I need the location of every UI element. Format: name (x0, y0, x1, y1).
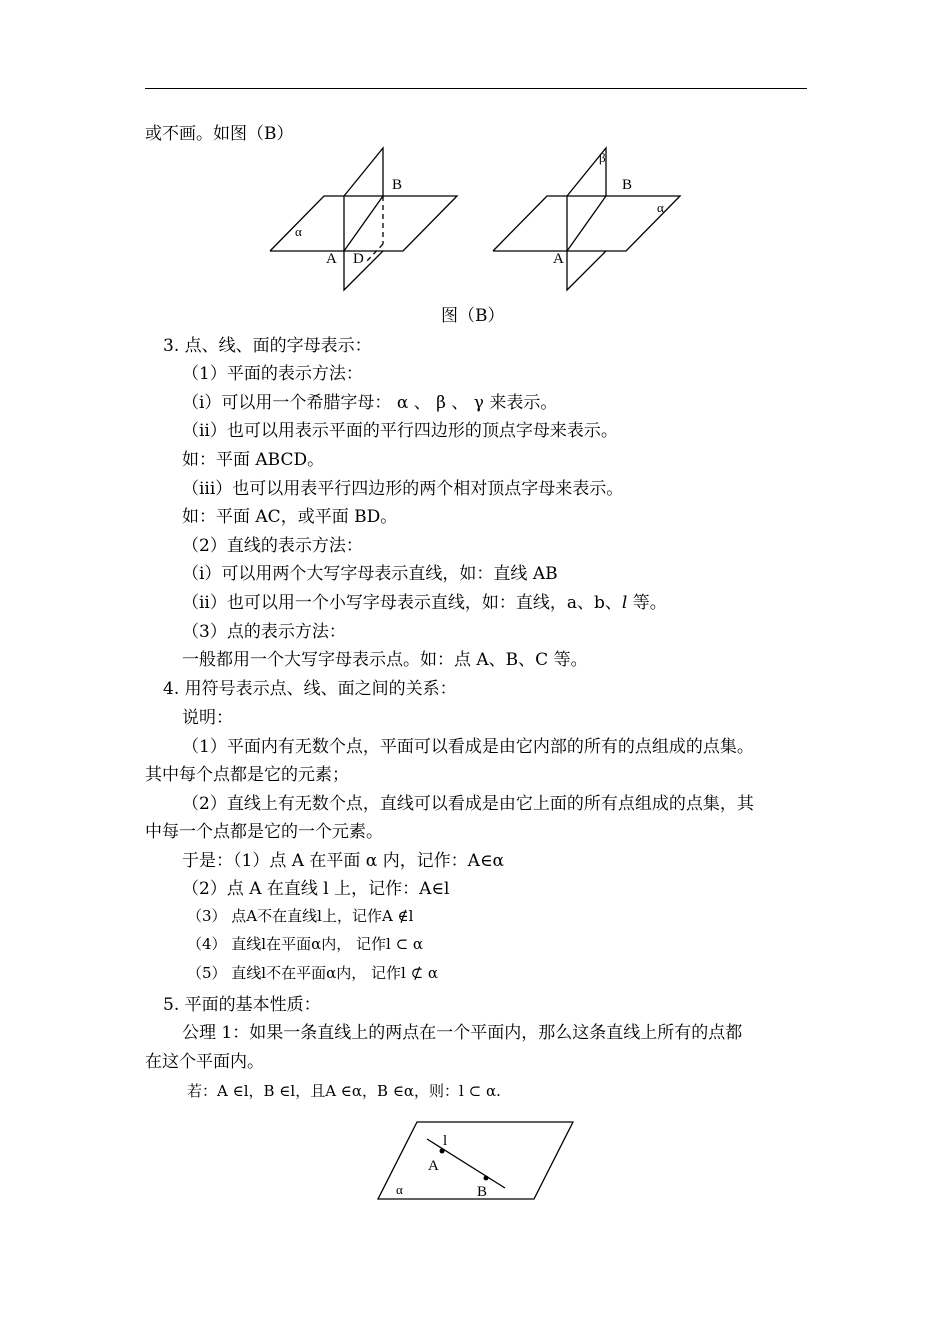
s4-line-10: （5） 直线l不在平面α内， 记作l ⊄ α (187, 964, 439, 982)
plane-alpha (378, 1122, 573, 1199)
s5-line-2: 在这个平面内。 (145, 1052, 264, 1072)
label-b: B (392, 177, 403, 193)
s3-line-7: （2）直线的表示方法： (182, 536, 363, 556)
s3-line-2: （i）可以用一个希腊字母： α 、 β 、 γ 来表示。 (182, 393, 558, 413)
label-b: B (477, 1184, 488, 1200)
label-beta: β (599, 150, 606, 165)
label-b: B (622, 177, 633, 193)
axiom-1-figure (373, 1118, 578, 1204)
s4-line-1: 说明： (182, 708, 233, 728)
label-l: l (443, 1133, 448, 1149)
s3-line-9-text: （ii）也可以用一个小写字母表示直线，如：直线，a、b、 (182, 593, 622, 613)
s3-line-9 (182, 592, 667, 614)
s4-line-9: （4） 直线l在平面α内， 记作l ⊂ α (187, 935, 424, 953)
section-4-heading: 4. 用符号表示点、线、面之间的关系： (163, 679, 457, 699)
s4-line-4: （2）直线上有无数个点，直线可以看成是由它上面的所有点组成的点集，其 (182, 794, 754, 814)
label-a: A (553, 251, 564, 267)
point-b (484, 1176, 489, 1181)
s4-line-6: 于是：（1）点 A 在平面 α 内，记作：A∈α (182, 851, 505, 871)
s4-line-8: （3） 点A不在直线l上，记作A ∉l (187, 907, 414, 925)
s3-line-8: （i）可以用两个大写字母表示直线，如：直线 AB (182, 564, 558, 584)
label-a: A (326, 251, 337, 267)
section-5-heading: 5. 平面的基本性质： (163, 995, 321, 1015)
s3-line-11: 一般都用一个大写字母表示点。如：点 A、B、C 等。 (182, 650, 588, 670)
s5-line-1: 公理 1：如果一条直线上的两点在一个平面内，那么这条直线上所有的点都 (182, 1023, 743, 1043)
s3-line-3: （ii）也可以用表示平面的平行四边形的顶点字母来表示。 (182, 421, 618, 441)
plane-vertical-lower (567, 251, 606, 290)
label-alpha: α (295, 224, 302, 239)
s4-line-5: 中每一个点都是它的一个元素。 (145, 822, 383, 842)
s3-line-6: 如：平面 AC，或平面 BD。 (182, 507, 398, 527)
label-alpha: α (657, 200, 664, 215)
intro-text: 或不画。如图（B） (145, 124, 294, 144)
figure-caption: 图（B） (441, 306, 505, 326)
section-3-heading: 3. 点、线、面的字母表示： (163, 336, 372, 356)
s3-line-1: （1）平面的表示方法： (182, 364, 363, 384)
point-a (440, 1149, 445, 1154)
s4-line-2: （1）平面内有无数个点，平面可以看成是由它内部的所有的点组成的点集。 (182, 737, 754, 757)
label-a: A (428, 1158, 439, 1174)
figure-b-right (488, 140, 688, 295)
s3-line-4: 如：平面 ABCD。 (182, 450, 325, 470)
s4-line-7: （2）点 A 在直线 l 上，记作：A∈l (182, 879, 450, 899)
s3-line-10: （3）点的表示方法： (182, 622, 346, 642)
plane-vertical-upper (344, 148, 383, 196)
s4-line-3: 其中每个点都是它的元素； (145, 765, 349, 785)
label-alpha: α (396, 1182, 403, 1197)
s3-line-9-end: 等。 (627, 593, 667, 613)
s3-line-5: （iii）也可以用表平行四边形的两个相对顶点字母来表示。 (182, 479, 624, 499)
s3-line-9-italic: l (621, 593, 628, 613)
label-d: D (353, 251, 364, 267)
s5-line-3: 若：A ∈l，B ∈l，且A ∈α，B ∈α，则：l ⊂ α. (187, 1082, 501, 1100)
header-rule (145, 88, 807, 89)
figure-b-left (265, 140, 465, 295)
